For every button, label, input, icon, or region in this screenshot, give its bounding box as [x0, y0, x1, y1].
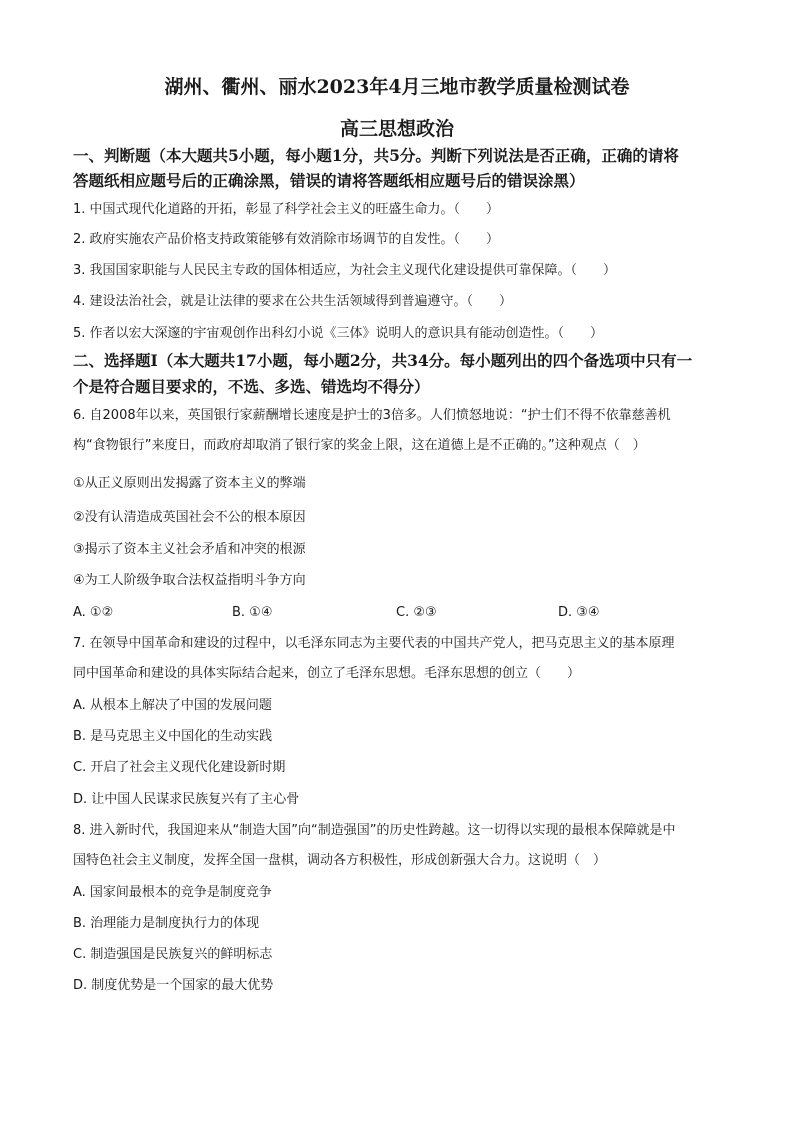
q7-stem-line1: 7. 在领导中国革命和建设的过程中，以毛泽东同志为主要代表的中国共产党人，把马克思主义的基本原理 — [73, 636, 675, 651]
q6-statement-3: ③揭示了资本主义社会矛盾和冲突的根源 — [73, 542, 306, 557]
judgment-item-1: 1. 中国式现代化道路的开拓，彰显了科学社会主义的旺盛生命力。（ ） — [73, 202, 500, 217]
q7-option-d: D. 让中国人民谋求民族复兴有了主心骨 — [73, 792, 300, 807]
q6-option-b: B. ①④ — [232, 605, 273, 620]
q8-option-d: D. 制度优势是一个国家的最大优势 — [73, 978, 274, 993]
judgment-item-5: 5. 作者以宏大深邃的宇宙观创作出科幻小说《三体》说明人的意识具有能动创造性。（ ） — [73, 326, 604, 341]
q7-stem-line2: 同中国革命和建设的具体实际结合起来，创立了毛泽东思想。毛泽东思想的创立（ ） — [73, 666, 581, 681]
section2-heading-line2: 个是符合题目要求的，不选、多选、错选均不得分） — [73, 377, 430, 396]
judgment-item-3: 3. 我国国家职能与人民民主专政的国体相适应，为社会主义现代化建设提供可靠保障。（ ） — [73, 263, 617, 278]
q6-stem-line2: 构“食物银行”来度日，而政府却取消了银行家的奖金上限，这在道德上是不正确的。”这种观点（ ） — [73, 438, 646, 453]
q6-statement-4: ④为工人阶级争取合法权益指明斗争方向 — [73, 573, 306, 588]
section1-heading-line2: 答题纸相应题号后的正确涂黑，错误的请将答题纸相应题号后的错误涂黑） — [73, 171, 585, 190]
judgment-item-4: 4. 建设法治社会，就是让法律的要求在公共生活领域得到普遍遵守。（ ） — [73, 294, 513, 309]
q6-option-d: D. ③④ — [558, 605, 600, 620]
q8-option-a: A. 国家间最根本的竞争是制度竞争 — [73, 885, 272, 900]
section1-heading-line1: 一、判断题（本大题共5小题，每小题1分，共5分。判断下列说法是否正确，正确的请将 — [73, 146, 679, 165]
q6-statement-2: ②没有认清造成英国社会不公的根本原因 — [73, 510, 306, 525]
q6-option-c: C. ②③ — [396, 605, 437, 620]
q6-stem-line1: 6. 自2008年以来，英国银行家薪酬增长速度是护士的3倍多。人们愤怒地说：“护士们不得不依靠慈善机 — [73, 408, 671, 423]
q7-option-c: C. 开启了社会主义现代化建设新时期 — [73, 760, 286, 775]
q8-option-b: B. 治理能力是制度执行力的体现 — [73, 916, 260, 931]
exam-subject: 高三思想政治 — [339, 118, 454, 140]
exam-title: 湖州、衢州、丽水2023年4月三地市教学质量检测试卷 — [164, 76, 630, 98]
judgment-item-2: 2. 政府实施农产品价格支持政策能够有效消除市场调节的自发性。（ ） — [73, 232, 500, 247]
q8-stem-line1: 8. 进入新时代，我国迎来从“制造大国”向“制造强国”的历史性跨越。这一切得以实现的最根本保障就是中 — [73, 823, 676, 838]
q7-option-a: A. 从根本上解决了中国的发展问题 — [73, 698, 272, 713]
section2-heading-line1: 二、选择题Ⅰ（本大题共17小题，每小题2分，共34分。每小题列出的四个备选项中只有一 — [73, 351, 693, 370]
q6-option-a: A. ①② — [73, 605, 114, 620]
q8-stem-line2: 国特色社会主义制度，发挥全国一盘棋，调动各方积极性，形成创新强大合力。这说明（ ） — [73, 853, 607, 868]
q6-statement-1: ①从正义原则出发揭露了资本主义的弊端 — [73, 476, 306, 491]
q8-option-c: C. 制造强国是民族复兴的鲜明标志 — [73, 947, 273, 962]
q7-option-b: B. 是马克思主义中国化的生动实践 — [73, 729, 273, 744]
